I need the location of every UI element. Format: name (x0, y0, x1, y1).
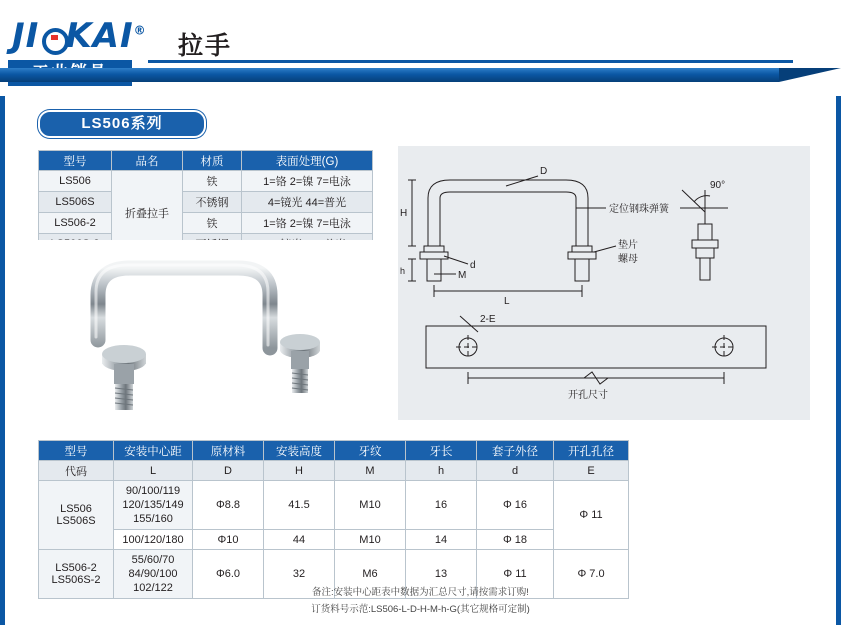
dim-header-thread-length: 牙长 (406, 441, 477, 461)
spec-header-material: 材质 (183, 151, 242, 171)
spec-finish: 1=铬 2=镍 7=电泳 (242, 171, 373, 192)
dim-code-label: 代码 (39, 461, 114, 481)
series-badge: LS506系列 (38, 110, 206, 138)
spec-model: LS506S (39, 192, 112, 213)
dim-model-2a: LS506-2 (55, 562, 97, 574)
dim-header-thread: 牙纹 (335, 441, 406, 461)
spec-finish: 4=镜光 44=普光 (242, 192, 373, 213)
drawing-label-nut: 螺母 (618, 254, 638, 265)
technical-drawing (398, 146, 810, 420)
dimension-table (38, 440, 629, 599)
dim-code-E: E (554, 461, 629, 481)
spec-header-finish: 表面处理(G) (242, 151, 373, 171)
dim-L-1 (114, 481, 193, 530)
drawing-label-H: H (400, 208, 408, 219)
header-divider (148, 60, 793, 63)
dim-M-2: M10 (335, 530, 406, 550)
drawing-label-L: L (504, 296, 510, 307)
drawing-label-washer: 垫片 (618, 240, 638, 251)
table-row (39, 530, 629, 550)
dim-H-2: 44 (264, 530, 335, 550)
dim-header-material-dia: 原材料 (193, 441, 264, 461)
table-row (39, 481, 629, 530)
technical-drawing-panel (398, 146, 810, 420)
table-row (39, 171, 373, 192)
header-accent-bar (0, 68, 779, 82)
spec-model: LS506-2 (39, 213, 112, 234)
spec-material: 铁 (183, 213, 242, 234)
dim-H-3: 32 (264, 550, 335, 599)
dim-D-3: Φ6.0 (193, 550, 264, 599)
dim-h-2: 14 (406, 530, 477, 550)
dim-model-1a: LS506 (60, 503, 92, 515)
table-note-2: 订货料号示范:LS506-L-D-H-M-h-G(其它规格可定制) (311, 604, 530, 615)
dim-d-1: Φ 16 (477, 481, 554, 530)
dim-E-1: Φ 11 (554, 481, 629, 550)
page-title: 拉手 (178, 32, 233, 60)
dim-model-2b: LS506S-2 (51, 574, 101, 586)
dim-L-2: 100/120/180 (114, 530, 193, 550)
table-note-1: 备注:安装中心距表中数据为汇总尺寸,请按需求订购! (312, 587, 529, 598)
drawing-label-hole-title: 开孔尺寸 (568, 390, 608, 401)
dim-code-H: H (264, 461, 335, 481)
dim-header-model: 型号 (39, 441, 114, 461)
dim-code-M: M (335, 461, 406, 481)
spec-model: LS506 (39, 171, 112, 192)
drawing-label-d: d (470, 260, 476, 271)
dim-D-2: Φ10 (193, 530, 264, 550)
dim-d-3: Φ 11 (477, 550, 554, 599)
dim-L-3-line2: 84/90/100 (128, 568, 178, 580)
product-photo (38, 240, 388, 420)
logo-c-glyph (39, 26, 65, 50)
dim-E-2: Φ 7.0 (554, 550, 629, 599)
drawing-label-angle: 90° (710, 180, 726, 191)
dim-header-center-distance: 安装中心距 (114, 441, 193, 461)
drawing-label-spring: 定位钢珠弹簧 (609, 204, 669, 215)
dim-code-D: D (193, 461, 264, 481)
dim-L-3-line3: 102/122 (133, 582, 173, 594)
spec-header-model: 型号 (39, 151, 112, 171)
dim-L-1-line1: 90/100/119 (125, 485, 181, 497)
left-edge-rule (0, 96, 5, 625)
dim-d-2: Φ 18 (477, 530, 554, 550)
dim-h-3: 13 (406, 550, 477, 599)
dim-L-3-line1: 55/60/70 (131, 554, 175, 566)
dim-M-1: M10 (335, 481, 406, 530)
dim-H-1: 41.5 (264, 481, 335, 530)
dim-M-3: M6 (335, 550, 406, 599)
table-code-row (39, 461, 629, 481)
dim-model-group-1 (39, 481, 114, 550)
dim-header-height: 安装高度 (264, 441, 335, 461)
drawing-label-hole-count: 2-E (480, 314, 496, 325)
drawing-label-D: D (540, 166, 548, 177)
dim-code-h: h (406, 461, 477, 481)
dim-model-1b: LS506S (56, 515, 96, 527)
dim-D-1: Φ8.8 (193, 481, 264, 530)
spec-header-name: 品名 (112, 151, 183, 171)
drawing-label-M: M (458, 270, 467, 281)
dim-L-1-line2: 120/135/149 (122, 499, 184, 511)
table-row (39, 213, 373, 234)
dim-code-L: L (114, 461, 193, 481)
dim-L-1-line3: 155/160 (133, 513, 173, 525)
logo-wordmark (12, 16, 147, 56)
table-header-row (39, 151, 373, 171)
spec-material: 不锈钢 (183, 192, 242, 213)
table-header-row (39, 441, 629, 461)
logo-text-part2: KAI (65, 16, 134, 56)
registered-icon: ® (133, 23, 147, 38)
drawing-label-h: h (400, 266, 406, 276)
table-row (39, 192, 373, 213)
spec-material: 铁 (183, 171, 242, 192)
spec-product-name: 折叠拉手 (112, 171, 183, 255)
dim-code-d: d (477, 461, 554, 481)
right-edge-rule (836, 96, 841, 625)
logo-text-part1: JI (12, 16, 40, 56)
dim-header-hole-dia: 开孔孔径 (554, 441, 629, 461)
handle-illustration (38, 240, 388, 420)
dim-h-1: 16 (406, 481, 477, 530)
page-header (0, 0, 841, 88)
spec-finish: 1=铬 2=镍 7=电泳 (242, 213, 373, 234)
dim-header-sleeve-od: 套子外径 (477, 441, 554, 461)
